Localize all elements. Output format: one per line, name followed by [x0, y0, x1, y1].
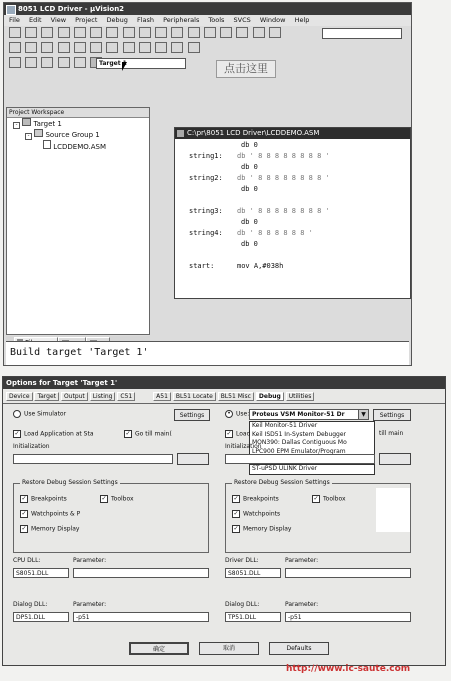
workspace-title: Project Workspace	[7, 108, 149, 118]
bookmark-icon[interactable]	[155, 27, 167, 38]
radio-icon	[13, 410, 21, 418]
restore-right-title: Restore Debug Session Settings	[234, 479, 330, 486]
project-workspace	[6, 107, 150, 335]
cpu-dll-label: CPU DLL:	[13, 557, 41, 564]
cancel-label: 取消	[222, 645, 235, 652]
driver-dll-field[interactable]	[225, 568, 281, 578]
driver-dll-value: S8051.DLL	[228, 570, 261, 577]
memory-display-right-label: Memory Display	[243, 525, 292, 533]
toolbar-2	[4, 41, 411, 56]
checkbox-checked-icon: ✓	[313, 495, 319, 502]
driver-param-label: Parameter:	[285, 557, 319, 564]
editor-window	[174, 127, 411, 299]
driver-option[interactable]: LPC900 EPM Emulator/Program	[252, 447, 346, 455]
use-label: Use:	[236, 410, 250, 418]
code-text: db 0	[241, 218, 258, 226]
paste-icon[interactable]	[106, 27, 118, 38]
ide-window	[3, 2, 412, 366]
cpu-dll-field[interactable]	[13, 568, 69, 578]
undo-icon[interactable]	[123, 27, 135, 38]
copy-icon[interactable]	[90, 27, 102, 38]
driver-dropdown-list	[249, 421, 375, 475]
editor-icon	[177, 130, 184, 137]
code-text: mov A,#038h	[237, 262, 284, 270]
editor-title: C:\pr\8051 LCD Driver\LCDDEMO.ASM	[187, 129, 320, 137]
driver-select[interactable]	[249, 409, 369, 420]
driver-select-value: Proteus VSM Monitor-51 Dr	[252, 411, 345, 418]
watermark: http://www.ic-saute.com	[286, 664, 411, 674]
code-label: string3:	[189, 207, 223, 215]
comment-icon[interactable]	[236, 27, 248, 38]
defaults-label: Defaults	[286, 645, 312, 652]
breakpoints-right-option[interactable]	[232, 495, 279, 503]
annotation-label: 点击这里	[216, 60, 276, 78]
print-icon[interactable]	[9, 42, 21, 53]
menu-view[interactable]: View	[50, 16, 67, 24]
indent-icon[interactable]	[204, 27, 216, 38]
code-label: string1:	[189, 152, 223, 160]
code-line	[175, 229, 410, 240]
memory-display-left-option[interactable]	[20, 525, 79, 533]
tab-output[interactable]: Output	[61, 392, 88, 401]
open-file-icon[interactable]	[25, 27, 37, 38]
output-text: Build target 'Target 1'	[10, 347, 149, 358]
radio-selected-icon: •	[225, 410, 233, 418]
use-option[interactable]	[225, 410, 249, 418]
use-simulator-option[interactable]	[13, 410, 66, 418]
dialog-dll-right-label: Dialog DLL:	[225, 601, 260, 608]
restore-right-group	[225, 479, 411, 553]
download-icon[interactable]	[74, 57, 86, 68]
toolbar-3	[4, 56, 411, 72]
checkbox-checked-icon: ✓	[125, 430, 131, 437]
code-label: string2:	[189, 174, 223, 182]
checkbox-checked-icon: ✓	[101, 495, 107, 502]
dialog-param-value: -p51	[76, 614, 90, 621]
menu-debug[interactable]: Debug	[106, 16, 128, 24]
initialization-left-browse[interactable]	[177, 453, 209, 465]
cpu-param-label: Parameter:	[73, 557, 107, 564]
dialog-param-field[interactable]	[73, 612, 209, 622]
driver-param-field[interactable]	[285, 568, 411, 578]
go-main-right-label[interactable]: till main	[379, 430, 404, 437]
menu-window[interactable]: Window	[259, 16, 286, 24]
zoom-icon[interactable]	[41, 42, 53, 53]
menu-peripherals[interactable]: Peripherals	[163, 16, 200, 24]
dialog-title: Options for Target 'Target 1'	[6, 379, 118, 387]
translate-icon[interactable]	[9, 57, 21, 68]
performance-icon[interactable]	[155, 42, 167, 53]
menu-bar	[4, 15, 411, 26]
target-folder-icon	[22, 118, 31, 126]
watchpoints-left-option[interactable]	[20, 510, 80, 518]
initialization-right-field[interactable]	[225, 454, 375, 464]
restore-left-group	[13, 479, 209, 553]
driver-option[interactable]: ST-uPSD ULINK Driver	[252, 464, 318, 472]
driver-option[interactable]: MON390: Dallas Contiguous Mo	[252, 439, 347, 446]
tab-utilities[interactable]: Utilities	[286, 392, 315, 401]
code-text: db 0	[241, 163, 258, 171]
settings-left-button[interactable]	[174, 409, 210, 421]
find-combo[interactable]	[322, 28, 402, 39]
memory-display-left-label: Memory Display	[31, 525, 80, 533]
menu-help[interactable]: Help	[294, 16, 310, 24]
ok-label: 确定	[152, 646, 165, 653]
target-select[interactable]	[96, 58, 186, 69]
code-line	[175, 262, 410, 273]
load-app-right-option[interactable]	[225, 430, 250, 438]
breakpoints-right-label: Breakpoints	[243, 495, 279, 503]
output-window	[6, 341, 409, 366]
code-line	[175, 218, 410, 229]
load-app-left-option[interactable]	[13, 430, 94, 438]
print-preview-icon[interactable]	[25, 42, 37, 53]
find-in-files-icon[interactable]	[269, 27, 281, 38]
dialog-dll-value: DP51.DLL	[16, 614, 46, 621]
code-line	[175, 174, 410, 185]
expand-minus-icon[interactable]: -	[13, 122, 20, 129]
tree-target-label: Target 1	[33, 120, 62, 128]
checkbox-checked-icon: ✓	[21, 525, 27, 532]
code-label: start:	[189, 262, 215, 270]
tab-listing[interactable]: Listing	[90, 392, 116, 401]
dialog-param-right-field[interactable]	[285, 612, 411, 622]
expand-minus-icon-2[interactable]: -	[25, 133, 32, 140]
cut-icon[interactable]	[74, 27, 86, 38]
checkbox-checked-icon: ✓	[233, 525, 239, 532]
tree-file[interactable]	[7, 140, 149, 152]
code-line	[175, 185, 410, 196]
tab-a51[interactable]: A51	[153, 392, 171, 401]
go-main-left-label: Go till main(	[135, 430, 172, 438]
menu-flash[interactable]: Flash	[136, 16, 154, 24]
tree-group-label: Source Group 1	[45, 131, 100, 139]
bookmark-prev-icon[interactable]	[171, 27, 183, 38]
tab-bl51-misc[interactable]: BL51 Misc	[218, 392, 254, 401]
ok-button[interactable]	[129, 642, 189, 655]
group-folder-icon	[34, 129, 43, 137]
mouse-cursor-icon	[122, 62, 127, 71]
toolbox-left-label: Toolbox	[111, 495, 134, 503]
menu-file[interactable]: File	[9, 16, 20, 24]
initialization-left-field[interactable]	[13, 454, 173, 464]
go-main-left-option[interactable]	[124, 430, 172, 438]
dialog-dll-right-value: TP51.DLL	[228, 614, 257, 621]
rebuild-all-icon[interactable]	[41, 57, 53, 68]
dialog-tabs	[3, 391, 445, 404]
editor-title-bar	[175, 128, 410, 139]
tab-bl51-locate[interactable]: BL51 Locate	[173, 392, 216, 401]
code-text: db ' 8 8 8 8 8 8 8 8 '	[237, 207, 330, 215]
tree-file-label: LCDDEMO.ASM	[53, 143, 106, 151]
use-simulator-label: Use Simulator	[24, 410, 67, 418]
memory-display-right-option[interactable]	[232, 525, 291, 533]
code-label: string4:	[189, 229, 223, 237]
bookmark-next-icon[interactable]	[188, 27, 200, 38]
unindent-icon[interactable]	[220, 27, 232, 38]
dialog-dll-right-field[interactable]	[225, 612, 281, 622]
help-icon[interactable]	[188, 42, 200, 53]
glare-blank-area	[376, 488, 410, 532]
driver-option[interactable]: Keil Monitor-51 Driver	[252, 422, 318, 429]
toolbox-left-option[interactable]	[100, 495, 134, 503]
window-icon[interactable]	[74, 42, 86, 53]
initialization-left-label: Initialization	[13, 443, 50, 450]
cancel-button[interactable]	[199, 642, 259, 655]
checkbox-checked-icon: ✓	[21, 495, 27, 502]
code-text: db 0	[241, 185, 258, 193]
tab-debug[interactable]: Debug	[256, 392, 284, 401]
driver-option[interactable]: Keil ISD51 In-System Debugger	[252, 430, 347, 438]
new-file-icon[interactable]	[9, 27, 21, 38]
menu-edit[interactable]: Edit	[28, 16, 42, 24]
find-icon[interactable]	[253, 27, 265, 38]
disassembly-icon[interactable]	[106, 42, 118, 53]
code-line	[175, 196, 410, 207]
code-text: db 0	[241, 141, 258, 149]
target-select-value: Target 1	[99, 60, 127, 67]
code-line	[175, 163, 410, 174]
tab-device[interactable]: Device	[6, 392, 33, 401]
tree-group[interactable]	[7, 129, 149, 140]
stop-build-icon[interactable]	[58, 57, 70, 68]
file-icon	[43, 140, 51, 149]
defaults-button[interactable]	[269, 642, 329, 655]
code-line	[175, 207, 410, 218]
checkbox-checked-icon: ✓	[233, 510, 239, 517]
initialization-right-browse[interactable]	[379, 453, 411, 465]
dialog-param-right-label: Parameter:	[285, 601, 319, 608]
code-line	[175, 251, 410, 262]
save-all-icon[interactable]	[58, 27, 70, 38]
code-text: db ' 8 8 8 8 8 8 8 8 '	[237, 174, 330, 182]
code-line	[175, 240, 410, 251]
dialog-param-right-value: -p51	[288, 614, 302, 621]
menu-tools[interactable]: Tools	[208, 16, 225, 24]
watchpoints-right-option[interactable]	[232, 510, 280, 518]
toolbox-right-label: Toolbox	[323, 495, 346, 503]
dialog-dll-label: Dialog DLL:	[13, 601, 48, 608]
settings-right-button[interactable]	[373, 409, 411, 421]
checkbox-checked-icon: ✓	[233, 495, 239, 502]
chevron-down-icon[interactable]: ▼	[358, 410, 368, 419]
build-target-icon[interactable]	[25, 57, 37, 68]
checkbox-checked-icon: ✓	[21, 510, 27, 517]
debug-start-icon[interactable]	[58, 42, 70, 53]
serial-icon[interactable]	[139, 42, 151, 53]
toolbar-1	[4, 26, 411, 41]
code-coverage-icon[interactable]	[171, 42, 183, 53]
settings-left-label: Settings	[179, 412, 205, 419]
code-text: db ' 8 8 8 8 8 8 8 8 '	[237, 152, 330, 160]
code-line	[175, 141, 410, 152]
cpu-dll-value: S8051.DLL	[16, 570, 49, 577]
dialog-title-bar	[3, 377, 445, 389]
ide-title: 8051 LCD Driver - µVision2	[18, 5, 125, 13]
load-app-left-label: Load Application at Sta	[24, 430, 94, 438]
code-area[interactable]	[175, 139, 410, 273]
watchpoints-left-label: Watchpoints & P	[31, 510, 81, 518]
checkbox-checked-icon: ✓	[14, 430, 20, 437]
watchpoints-right-label: Watchpoints	[243, 510, 281, 518]
tree-target[interactable]	[7, 118, 149, 129]
breakpoints-left-label: Breakpoints	[31, 495, 67, 503]
options-dialog	[2, 376, 446, 666]
menu-svcs[interactable]: SVCS	[233, 16, 251, 24]
settings-right-label: Settings	[379, 412, 405, 419]
driver-dll-label: Driver DLL:	[225, 557, 259, 564]
dialog-param-label: Parameter:	[73, 601, 107, 608]
toolbox-right-option[interactable]	[312, 495, 346, 503]
app-icon	[6, 5, 16, 15]
tab-target[interactable]: Target	[34, 392, 59, 401]
save-icon[interactable]	[41, 27, 53, 38]
ide-title-bar	[4, 3, 411, 15]
tab-c51[interactable]: C51	[117, 392, 135, 401]
initialization-right-label: Initialization	[225, 443, 262, 450]
code-text: db ' 8 8 8 8 8 8 '	[237, 229, 313, 237]
code-text: db 0	[241, 240, 258, 248]
watch-icon[interactable]	[123, 42, 135, 53]
load-app-right-label: Load	[236, 430, 251, 438]
redo-icon[interactable]	[139, 27, 151, 38]
dialog-dll-field[interactable]	[13, 612, 69, 622]
breakpoints-left-option[interactable]	[20, 495, 67, 503]
checkbox-checked-icon: ✓	[226, 430, 232, 437]
memory-icon[interactable]	[90, 42, 102, 53]
code-line	[175, 152, 410, 163]
restore-left-title: Restore Debug Session Settings	[22, 479, 118, 486]
cpu-param-field[interactable]	[73, 568, 209, 578]
menu-project[interactable]: Project	[75, 16, 98, 24]
